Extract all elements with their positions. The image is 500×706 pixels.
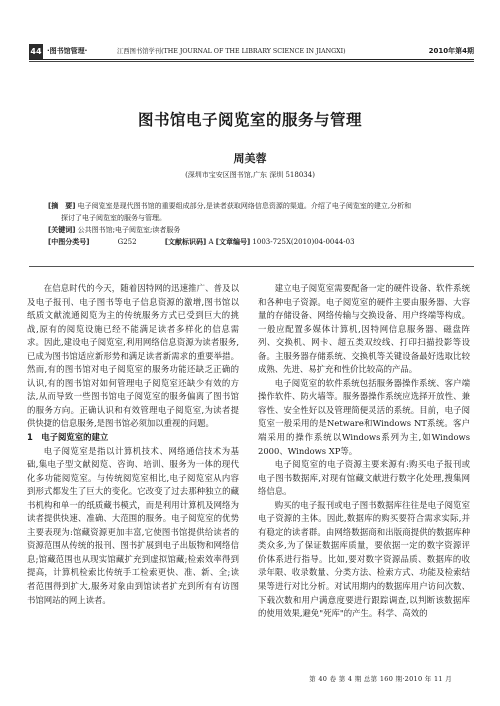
article-meta xyxy=(48,200,458,248)
article-number-label: [文章编号] xyxy=(215,238,251,246)
body-column-left xyxy=(27,282,239,607)
body-column-right xyxy=(258,282,470,621)
running-header xyxy=(29,44,474,60)
author-affiliation: (深圳市宝安区图书馆,广东 深圳 518034) xyxy=(185,171,315,179)
keywords-text: 公共图书馆;电子阅览室;读者服务 xyxy=(77,226,181,234)
classification-row xyxy=(48,236,458,248)
abstract-row xyxy=(48,200,458,212)
paragraph: 购买的电子报刊或电子图书数据库往往是电子阅览室电子资源的主体。因此,数据库的购买要符合需求实际,并有稳定的读者群。由网络数据商和出版商提供的数据库种类众多,为了保证数据库质量，要依据一定的数字资源评价体系进行指导。比如,要对数字资源品质、数据库的收录年限、收录数量、分类方法、检索方式、功能及检索结果等进行对比分析。对试用期内的数据库用户访问次数、下载次数和用户满意度要进行跟踪调查,以判断该数据库的使用效果,避免"死库"的产生。科学、高效的 xyxy=(258,499,470,619)
paragraph: 电子阅览室是指以计算机技术、网络通信技术为基础,集电子型文献阅览、咨询、培训、服务为一体的现代化多功能阅览室。与传统阅览室相比,电子阅览室从内容到形式都发生了巨大的变化。它改变了过去那种独立的藏书机构和单一的纸质藏书模式，而是利用计算机及网络为读者提供快速、准确、大范围的服务。电子阅览室的优势主要表现为:馆藏资源更加丰富,它使图书馆提供给读者的资源范围从传统的报刊、图书扩展到电子出版物和网络信息;馆藏范围也从现实馆藏扩充到虚拟馆藏;检索效率得到提高，计算机检索比传统手工检索更快、准、新、全;读者范围得到扩大,服务对象由到馆读者扩充到所有有访图书馆网站的网上读者。 xyxy=(27,445,239,605)
article-number-value: 1003-725X(2010)04-0044-03 xyxy=(252,238,355,246)
article-title: 图书馆电子阅览室的服务与管理 xyxy=(137,111,362,129)
paragraph: 电子阅览室的电子资源主要来源有:购买电子报刊或电子图书数据库,对现有馆藏文献进行数字化处理,搜集网络信息。 xyxy=(258,459,470,497)
paragraph: 电子阅览室的软件系统包括服务器操作系统、客户端操作软件、防火墙等。服务器操作系统应选择开放性、兼容性、安全性好以及管理简便灵活的系统。目前，电子阅览室一般采用的是Netware和Windows NT系统。客户端采用的操作系统以Windows系列为主,如Windows 2000、Windows XP等。 xyxy=(258,377,470,456)
abstract-text-1: 电子阅览室是现代图书馆的重要组成部分,是读者获取网络信息资源的渠道。介绍了电子阅览室的建立,分析和 xyxy=(77,202,412,210)
abstract-label: [摘 要] xyxy=(48,202,76,210)
doc-code-value: A xyxy=(208,238,214,246)
column-name: ·图书馆管理· xyxy=(47,47,88,55)
clc-value: G252 xyxy=(117,238,137,246)
section-heading: 1 电子阅览室的建立 xyxy=(27,432,109,443)
keywords-row xyxy=(48,224,458,236)
abstract-row-2 xyxy=(48,212,458,224)
meta-divider xyxy=(29,266,474,267)
abstract-text-2: 探讨了电子阅览室的服务与管理。 xyxy=(61,214,166,222)
article-author: 周美蓉 xyxy=(233,152,267,165)
header-rule xyxy=(29,59,474,60)
page-number-badge: 44 xyxy=(29,44,43,59)
issue-label: 2010年第4期 xyxy=(428,47,474,55)
doc-code-label: [文献标识码] xyxy=(164,238,207,246)
paragraph: 在信息时代的今天，随着因特网的迅速推广、普及以及电子报刊、电子图书等电子信息资源的激增,图书馆以纸质文献流通阅览为主的传统服务方式已受到巨大的挑战,原有的阅览设施已经不能满足读者多样化的信息需求。因此,建设电子阅览室,利用网络信息资源为读者服务,已成为图书馆适应新形势和满足读者新需求的重要举措。然而,有的图书馆对电子阅览室的服务功能还缺乏正确的认识,有的图书馆对如何管理电子阅览室还缺少有效的方法,从而导致一些图书馆电子阅览室的服务偏离了图书馆的服务方向。正确认识和有效管理电子阅览室,为读者提供快捷的信息服务,是图书馆必须加以重视的问题。 xyxy=(27,283,239,429)
clc-label: [中图分类号] xyxy=(48,238,90,246)
header-rule-thin xyxy=(29,61,474,62)
keywords-label: [关键词] xyxy=(48,226,76,234)
journal-name: 江西图书馆学刊(THE JOURNAL OF THE LIBRARY SCIENCE IN JIANGXI) xyxy=(117,48,346,55)
page-footer: 第 40 卷 第 4 期 总第 160 期·2010 年 11 月 xyxy=(309,675,452,683)
paragraph: 建立电子阅览室需要配备一定的硬件设备、软件系统和各种电子资源。电子阅览室的硬件主要由服务器、大容量的存储设备、网络传输与交换设备、用户终端等构成。一般应配置多媒体计算机,因特网信息服务器、磁盘阵列、交换机、网卡、超五类双绞线、打印扫描投影等设备。主服务器存储系统、交换机等关键设备最好选取比较成熟、先进、易扩充和性价比较高的产品。 xyxy=(258,283,470,375)
